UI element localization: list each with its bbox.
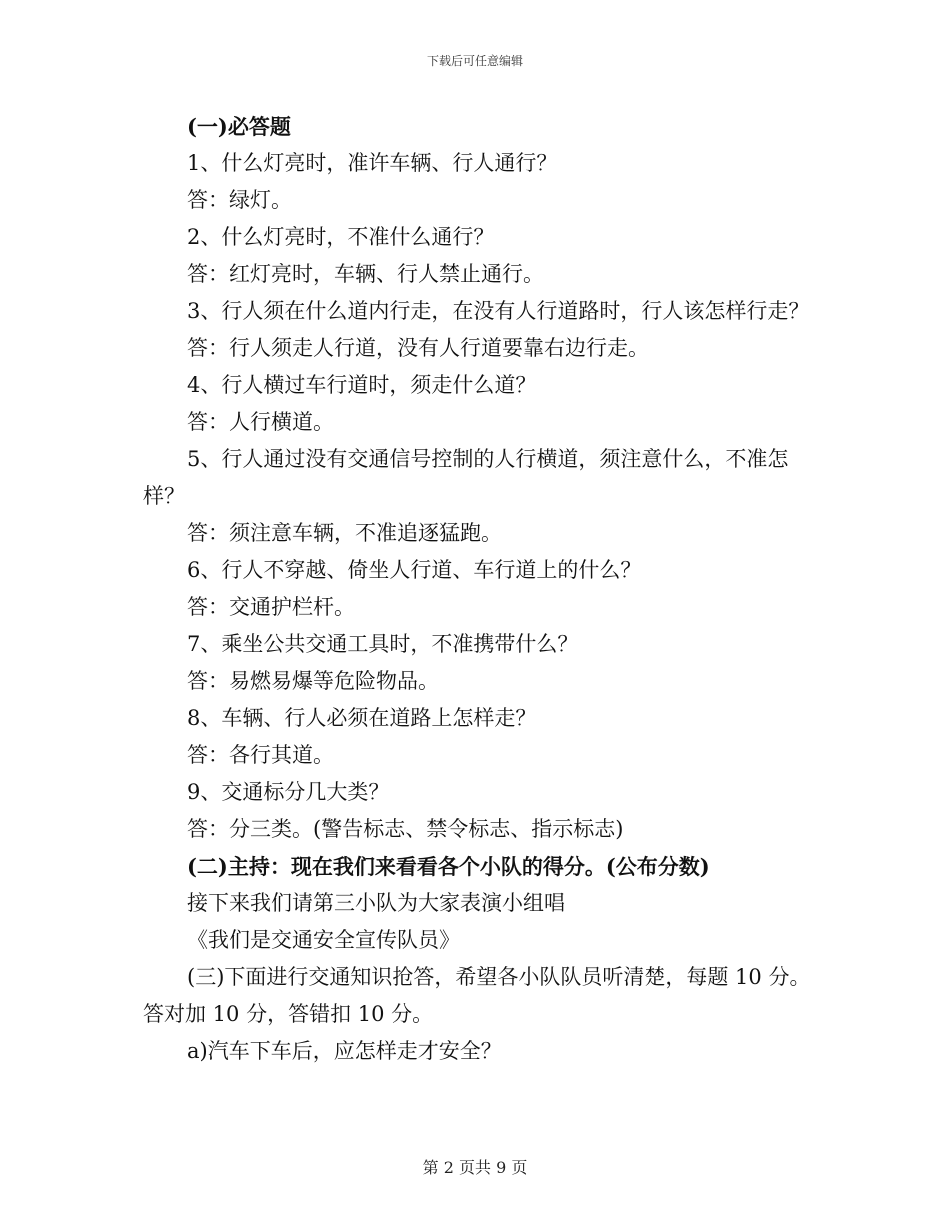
performance-intro: 接下来我们请第三小队为大家表演小组唱: [187, 891, 565, 915]
answer-4: 答：人行横道。: [187, 410, 334, 434]
answer-7: 答：易燃易爆等危险物品。: [187, 669, 439, 693]
question-8: 8、车辆、行人必须在道路上怎样走？: [187, 706, 537, 730]
answer-9: 答：分三类。(警告标志、禁令标志、指示标志): [187, 817, 624, 841]
answer-6: 答：交通护栏杆。: [187, 595, 355, 619]
question-1: 1、什么灯亮时，准许车辆、行人通行？: [187, 151, 558, 175]
question-6: 6、行人不穿越、倚坐人行道、车行道上的什么？: [187, 558, 642, 582]
section-1-title: (一)必答题: [187, 114, 291, 139]
answer-5: 答：须注意车辆，不准追逐猛跑。: [187, 521, 502, 545]
question-5: 5、行人通过没有交通信号控制的人行横道，须注意什么，不准怎样？: [143, 447, 789, 508]
question-9: 9、交通标分几大类？: [187, 780, 390, 804]
question-7: 7、乘坐公共交通工具时，不准携带什么？: [187, 632, 579, 656]
page-header: 下载后可任意编辑: [426, 54, 523, 68]
answer-2: 答：红灯亮时，车辆、行人禁止通行。: [187, 262, 544, 286]
answer-3: 答：行人须走人行道，没有人行道要靠右边行走。: [187, 336, 649, 360]
section-2-host-line: (二)主持：现在我们来看看各个小队的得分。(公布分数): [187, 854, 710, 879]
question-a: a)汽车下车后，应怎样走才安全？: [187, 1039, 502, 1063]
answer-8: 答：各行其道。: [187, 743, 334, 767]
section-3-instructions: (三)下面进行交通知识抢答，希望各小队队员听清楚，每题 10 分。答对加 10 分，答错扣 10 分。: [143, 965, 811, 1026]
question-3: 3、行人须在什么道内行走，在没有人行道路时，行人该怎样行走？: [187, 299, 810, 323]
page-footer: 第 2 页共 9 页: [422, 1158, 528, 1177]
answer-1: 答：绿灯。: [187, 188, 292, 212]
song-title: 《我们是交通安全宣传队员》: [187, 928, 460, 952]
question-2: 2、什么灯亮时，不准什么通行？: [187, 225, 495, 249]
question-4: 4、行人横过车行道时，须走什么道？: [187, 373, 537, 397]
document-body: [143, 108, 823, 1070]
